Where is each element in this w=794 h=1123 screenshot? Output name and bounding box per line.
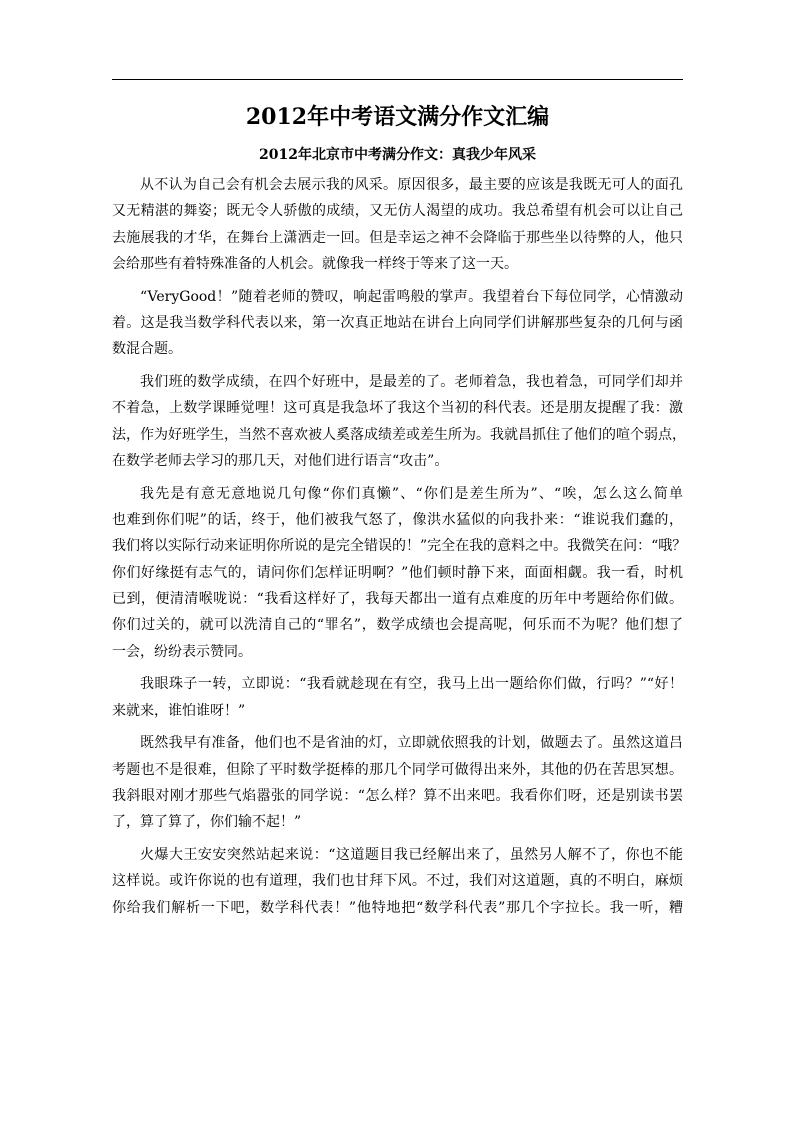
paragraph-4-line: 我先是有意无意地说几句像“你们真懒”、“你们是差生所为”、“唉，怎么这么简单: [140, 485, 683, 502]
paragraph-1-line: 从不认为自己会有机会去展示我的风采。原因很多，最主要的应该是我既无可人的面孔: [140, 177, 683, 193]
article-subtitle: 2012年北京市中考满分作文：真我少年风采: [259, 147, 536, 163]
paragraph-4-line: 也难到你们呢”的话，终于，他们被我气怒了，像洪水猛似的向我扑来：“谁说我们蠢的，: [112, 512, 683, 529]
paragraph-4-line: 你们过关的，就可以洗清自己的“罪名”，数学成绩也会提高呢，何乐而不为呢？他们想了: [112, 617, 683, 634]
paragraph-1-line: 又无精湛的舞姿；既无令人骄傲的成绩，又无仿人渴望的成功。我总希望有机会可以让自己: [112, 203, 683, 220]
paragraph-6-line: 了，算了算了，你们输不起！”: [112, 814, 302, 831]
paragraph-7-line: 这样说。或许你说的也有道理，我们也甘拜下风。不过，我们对这道题，真的不明白，麻烦: [112, 873, 683, 890]
paragraph-7-line: 火爆大王安安突然站起来说：“这道题目我已经解出来了，虽然另人解不了，你也不能: [140, 847, 683, 864]
paragraph-5-line: 来就来，谁怕谁呀！”: [112, 702, 246, 719]
article-body: [112, 172, 687, 921]
paragraph-2-line: “VeryGood！”随着老师的赞叹，响起雷鸣般的掌声。我望着台下每位同学，心情激动: [140, 288, 683, 305]
page-title: 2012年中考语文满分作文汇编: [245, 104, 550, 130]
paragraph-2-line: 着。这是我当数学科代表以来，第一次真正地站在讲台上向同学们讲解那些复杂的几何与函: [112, 314, 683, 331]
paragraph-4-line: 我们将以实际行动来证明你所说的是完全错误的！”完全在我的意料之中。我微笑在问：“哦？: [112, 538, 687, 555]
paragraph-2-line: 数混合题。: [112, 341, 182, 358]
paragraph-6-line: 考题也不是很难，但除了平时数学挺棒的那几个同学可做得出来外，其他的仍在苦思冥想。: [112, 761, 683, 778]
paragraph-3-line: 在数学老师去学习的那几天，对他们进行语言“攻击”。: [112, 452, 449, 469]
paragraph-1-line: 会给那些有着特殊准备的人机会。就像我一样终于等来了这一天。: [112, 255, 518, 272]
header-rule: [112, 79, 683, 80]
paragraph-1-line: 去施展我的才华，在舞台上潇洒走一回。但是幸运之神不会降临于那些坐以待弊的人，他只: [112, 229, 683, 246]
paragraph-3-line: 我们班的数学成绩，在四个好班中，是最差的了。老师着急，我也着急，可同学们却并: [140, 374, 683, 391]
paragraph-6-line: 我斜眼对刚才那些气焰嚣张的同学说：“怎么样？算不出来吧。我看你们呀，还是别读书罢: [112, 788, 683, 805]
paragraph-4-line: 你们好缘挺有志气的，请问你们怎样证明啊？”他们顿时静下来，面面相觑。我一看，时机: [112, 564, 683, 581]
paragraph-4-line: 一会，纷纷表示赞同。: [112, 643, 252, 660]
paragraph-6-line: 既然我早有准备，他们也不是省油的灯，立即就依照我的计划，做题去了。虽然这道吕: [140, 735, 683, 752]
paragraph-3-line: 不着急，上数学课睡觉哩！这可真是我急坏了我这个当初的科代表。还是朋友提醒了我：激: [112, 400, 683, 417]
paragraph-3-line: 法，作为好班学生，当然不喜欢被人奚落成绩差或差生所为。我就昌抓住了他们的喧个弱点，: [112, 426, 686, 443]
paragraph-4-line: 已到，便清清喉咙说：“我看这样好了，我每天都出一道有点难度的历年中考题给你们做。: [112, 590, 683, 607]
paragraph-5-line: 我眼珠子一转，立即说：“我看就趁现在有空，我马上出一题给你们做，行吗？”“好！: [140, 676, 683, 693]
paragraph-7-line: 你给我们解析一下吧，数学科代表！”他特地把“数学科代表”那几个字拉长。我一听，糟: [112, 899, 683, 916]
